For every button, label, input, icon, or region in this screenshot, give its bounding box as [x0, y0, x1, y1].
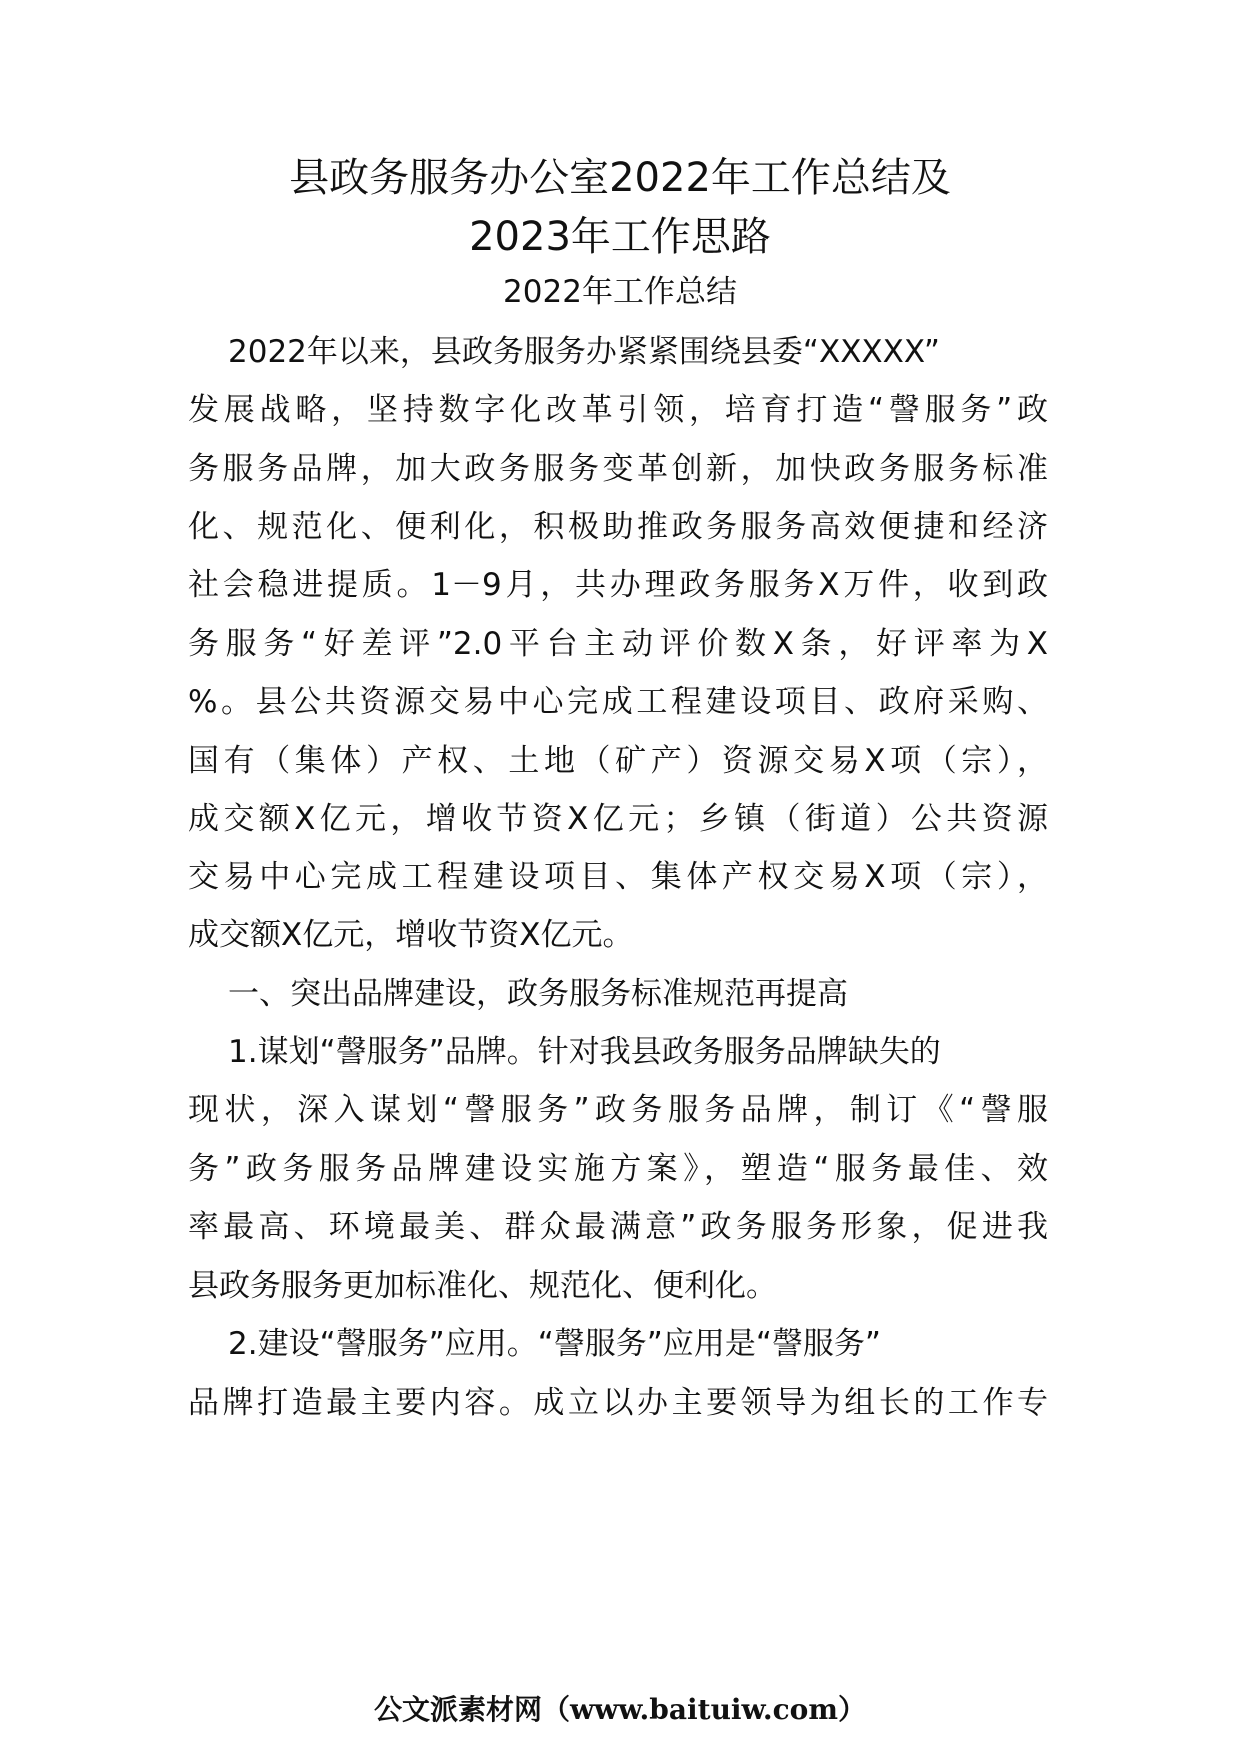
- body-line: 品牌打造最主要内容。成立以办主要领导为组长的工作专: [188, 1385, 1048, 1421]
- body-line: %。县公共资源交易中心完成工程建设项目、政府采购、: [188, 684, 1048, 720]
- document-title-line-1: 县政务服务办公室2022年工作总结及: [289, 155, 951, 201]
- body-line: 务服务品牌，加大政务服务变革创新，加快政务服务标准: [188, 451, 1048, 487]
- body-line: 2022年以来，县政务服务办紧紧围绕县委“XXXXX”: [228, 334, 940, 370]
- body-line: 成交额X亿元，增收节资X亿元。: [188, 917, 634, 953]
- body-line: 现状，深入谋划“謦服务”政务服务品牌，制订《“謦服: [188, 1092, 1048, 1128]
- document-title-line-2: 2023年工作思路: [469, 214, 771, 260]
- body-line: 1.谋划“謦服务”品牌。针对我县政务服务品牌缺失的: [228, 1034, 941, 1070]
- section-heading: 一、突出品牌建设，政务服务标准规范再提高: [228, 976, 848, 1012]
- body-line: 社会稳进提质。1－9月，共办理政务服务X万件，收到政: [188, 567, 1048, 603]
- footer-watermark: 公文派素材网（www.baituiw.com）: [374, 1693, 866, 1726]
- body-line: 发展战略，坚持数字化改革引领，培育打造“謦服务”政: [188, 392, 1048, 428]
- body-line: 国有（集体）产权、土地（矿产）资源交易X项（宗），: [188, 743, 1048, 779]
- body-line: 县政务服务更加标准化、规范化、便利化。: [188, 1268, 777, 1304]
- body-line: 务服务“好差评”2.0平台主动评价数X条，好评率为X: [188, 626, 1048, 662]
- section-subtitle: 2022年工作总结: [503, 274, 737, 310]
- body-line: 成交额X亿元，增收节资X亿元；乡镇（街道）公共资源: [188, 801, 1048, 837]
- body-line: 交易中心完成工程建设项目、集体产权交易X项（宗），: [188, 859, 1048, 895]
- body-line: 2.建设“謦服务”应用。“謦服务”应用是“謦服务”: [228, 1326, 881, 1362]
- body-line: 化、规范化、便利化，积极助推政务服务高效便捷和经济: [188, 509, 1048, 545]
- body-line: 务”政务服务品牌建设实施方案》，塑造“服务最佳、效: [188, 1151, 1048, 1187]
- body-line: 率最高、环境最美、群众最满意”政务服务形象，促进我: [188, 1209, 1048, 1245]
